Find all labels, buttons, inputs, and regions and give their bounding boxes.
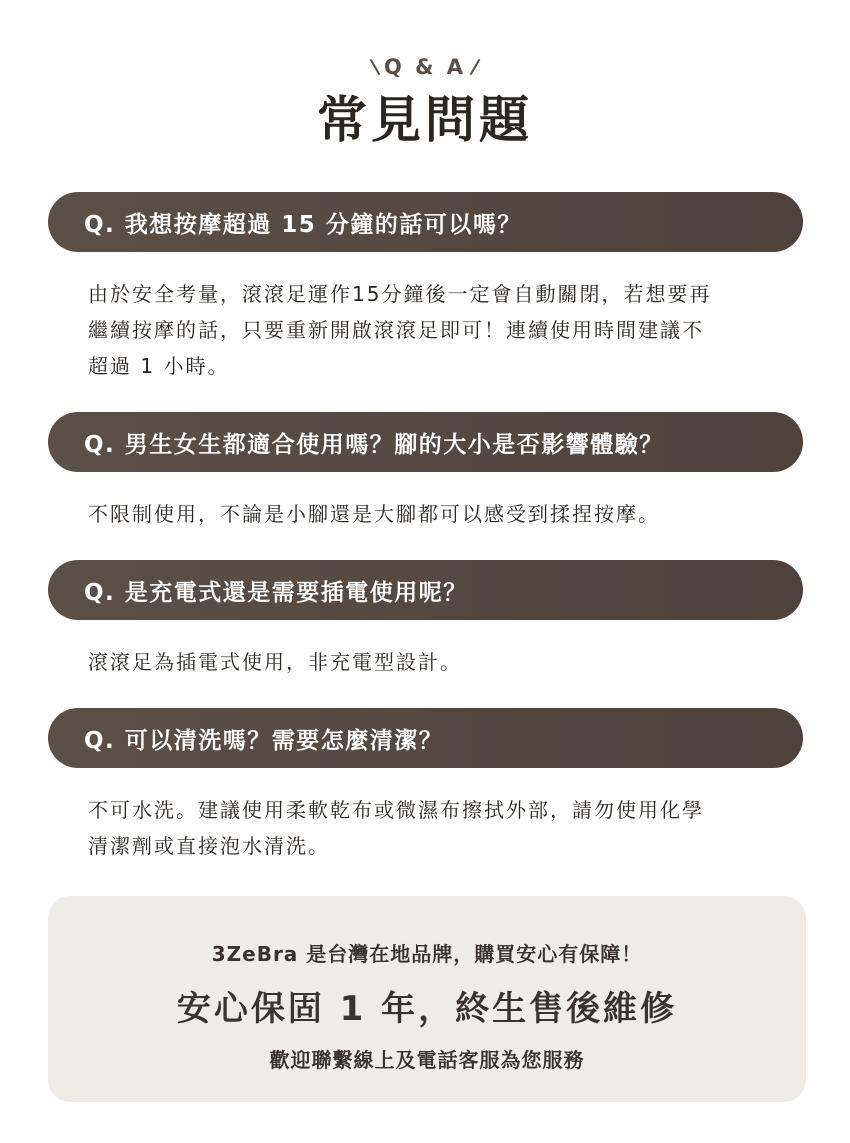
- answer-line: 滾滾足為插電式使用，非充電型設計。: [88, 650, 462, 674]
- faq-question: Q. 可以清洗嗎？需要怎麼清潔？: [48, 708, 803, 768]
- warranty-headline: 安心保固 1 年，終生售後維修: [176, 989, 678, 1029]
- answer-line: 超過 1 小時。: [88, 354, 230, 378]
- faq-item-1: [48, 192, 803, 384]
- faq-answer: [48, 644, 803, 680]
- answer-line: 繼續按摩的話，只要重新開啟滾滾足即可！連續使用時間建議不: [88, 318, 704, 342]
- answer-line: 不限制使用，不論是小腳還是大腳都可以感受到揉捏按摩。: [88, 502, 660, 526]
- warranty-promo-box: [48, 896, 806, 1102]
- faq-item-2: [48, 412, 803, 532]
- faq-answer: [48, 792, 803, 864]
- answer-line: 由於安全考量，滾滾足運作15分鐘後一定會自動關閉，若想要再: [88, 282, 712, 306]
- faq-item-4: [48, 708, 803, 864]
- service-note: 歡迎聯繫線上及電話客服為您服務: [269, 1048, 585, 1072]
- faq-question: Q. 是充電式還是需要插電使用呢？: [48, 560, 803, 620]
- faq-question: Q. 我想按摩超過 15 分鐘的話可以嗎？: [48, 192, 803, 252]
- faq-answer: [48, 276, 803, 384]
- eyebrow-label: Q & A: [383, 55, 467, 79]
- page-header: [0, 50, 850, 152]
- answer-line: 不可水洗。建議使用柔軟乾布或微濕布擦拭外部，請勿使用化學: [88, 798, 704, 822]
- answer-line: 清潔劑或直接泡水清洗。: [88, 834, 330, 858]
- qa-eyebrow: [374, 50, 476, 84]
- faq-answer: [48, 496, 803, 532]
- slash-left-icon: [370, 59, 381, 76]
- brand-statement: 3ZeBra 是台灣在地品牌，購買安心有保障！: [211, 942, 643, 966]
- faq-question: Q. 男生女生都適合使用嗎？腳的大小是否影響體驗？: [48, 412, 803, 472]
- slash-right-icon: [470, 59, 481, 76]
- page-title: 常見問題: [317, 91, 533, 149]
- faq-item-3: [48, 560, 803, 680]
